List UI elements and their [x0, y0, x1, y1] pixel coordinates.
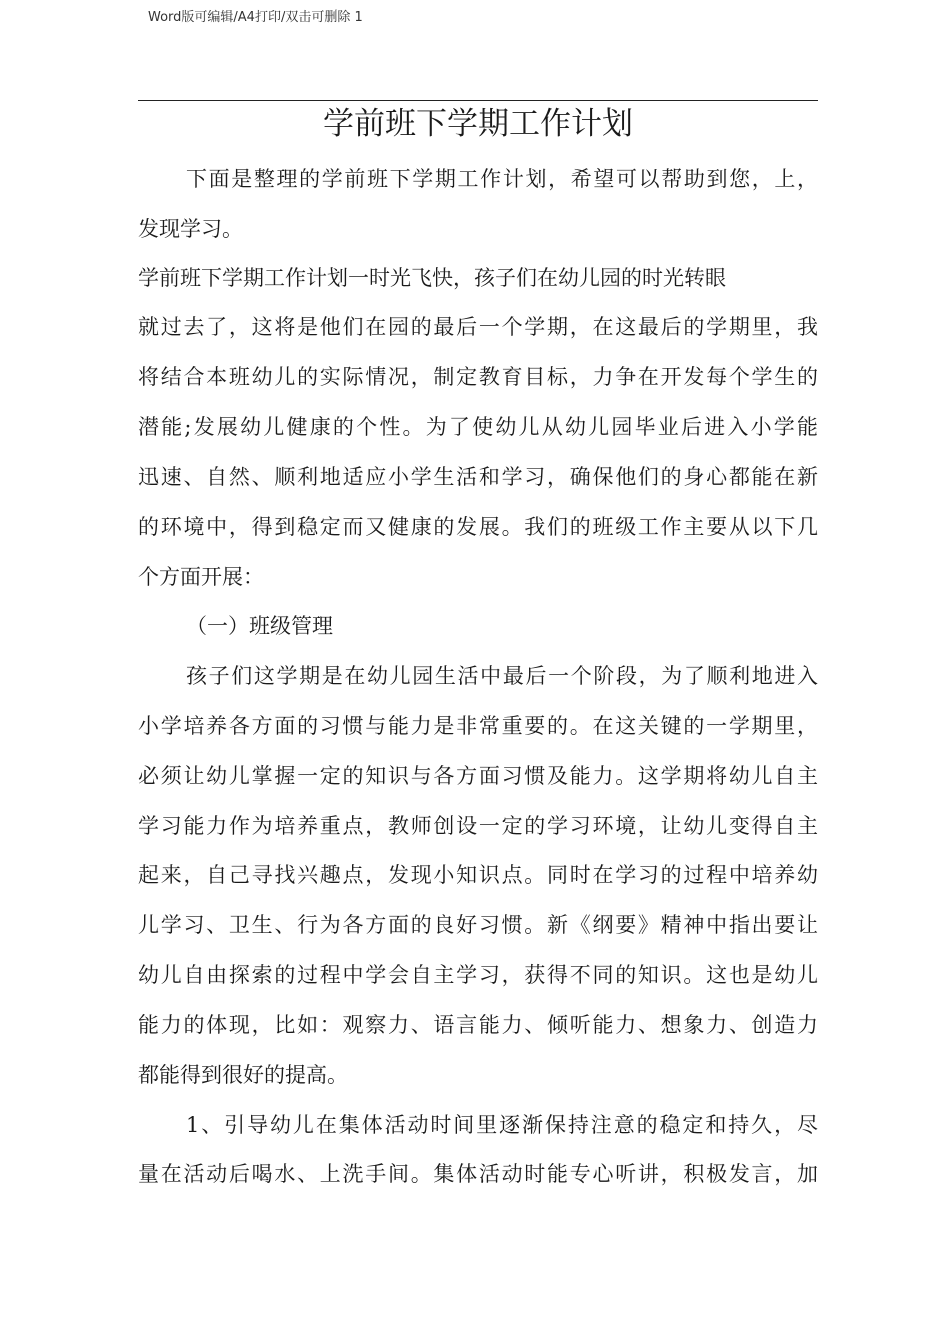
paragraph-line: 都能得到很好的提高。 [138, 1063, 348, 1087]
document-title: 学前班下学期工作计划 [323, 106, 633, 142]
paragraph-line: 幼儿自由探索的过程中学会自主学习，获得不同的知识。这也是幼儿 [138, 963, 818, 987]
paragraph-line: 潜能;发展幼儿健康的个性。为了使幼儿从幼儿园毕业后进入小学能 [138, 415, 818, 439]
paragraph-line: 量在活动后喝水、上洗手间。集体活动时能专心听讲，积极发言，加 [138, 1162, 818, 1186]
paragraph-line: 发现学习。 [138, 217, 243, 241]
paragraph-line: 1、引导幼儿在集体活动时间里逐渐保持注意的稳定和持久，尽 [186, 1113, 818, 1137]
paragraph-line: 能力的体现，比如：观察力、语言能力、倾听能力、想象力、创造力 [138, 1013, 818, 1037]
paragraph-line: 学前班下学期工作计划一时光飞快，孩子们在幼儿园的时光转眼 [138, 266, 726, 290]
paragraph-line: 必须让幼儿掌握一定的知识与各方面习惯及能力。这学期将幼儿自主 [138, 764, 818, 788]
paragraph-line: 学习能力作为培养重点，教师创设一定的学习环境，让幼儿变得自主 [138, 814, 818, 838]
header-note: Word版可编辑/A4打印/双击可删除 1 [148, 10, 363, 25]
section-heading: （一）班级管理 [186, 614, 333, 638]
paragraph-line: 将结合本班幼儿的实际情况，制定教育目标，力争在开发每个学生的 [138, 365, 818, 389]
paragraph-line: 孩子们这学期是在幼儿园生活中最后一个阶段，为了顺利地进入 [186, 664, 818, 688]
paragraph-line: 的环境中，得到稳定而又健康的发展。我们的班级工作主要从以下几 [138, 515, 818, 539]
paragraph-line: 迅速、自然、顺利地适应小学生活和学习，确保他们的身心都能在新 [138, 465, 818, 489]
paragraph-line: 下面是整理的学前班下学期工作计划，希望可以帮助到您，上， [186, 167, 818, 191]
paragraph-line: 就过去了，这将是他们在园的最后一个学期，在这最后的学期里，我 [138, 315, 818, 339]
paragraph-line: 起来，自己寻找兴趣点，发现小知识点。同时在学习的过程中培养幼 [138, 863, 818, 887]
header-rule [138, 100, 818, 101]
paragraph-line: 儿学习、卫生、行为各方面的良好习惯。新《纲要》精神中指出要让 [138, 913, 818, 937]
paragraph-line: 个方面开展： [138, 565, 264, 589]
paragraph-line: 小学培养各方面的习惯与能力是非常重要的。在这关键的一学期里， [138, 714, 818, 738]
